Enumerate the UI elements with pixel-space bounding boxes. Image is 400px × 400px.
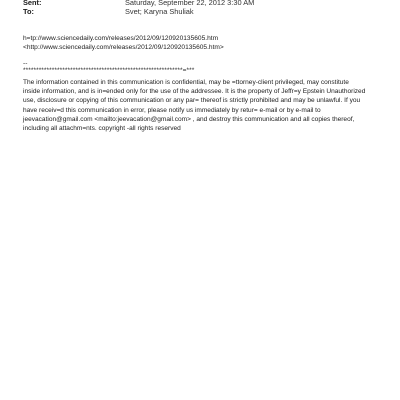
sent-label: Sent: <box>23 0 42 7</box>
to-label: To: <box>23 7 34 16</box>
ellipsis-separator: -- <box>23 60 28 67</box>
sent-value: Saturday, September 22, 2012 3:30 AM <box>125 0 255 7</box>
to-value: Svet; Karyna Shuliak <box>125 7 194 16</box>
disclaimer-line: have receiv=d this communication in error, please notify us immediately by retur= e-mail or by e-mail to <box>23 106 321 114</box>
disclaimer-line: jeevacation@gmail.com <mailto:jeevacation@gmail.com> , and destroy this communication and all copies thereof, <box>23 115 355 123</box>
disclaimer-line: The information contained in this communication is confidential, may be =ttorney-client privileged, may constitute <box>23 79 349 86</box>
disclaimer-paragraph <box>23 78 383 133</box>
disclaimer-line: inside information, and is in=ended only for the use of the addressee. It is the property of Jeffr=y Epstein Unauthorized <box>23 88 366 96</box>
link-line-1[interactable]: h=tp://www.sciencedaily.com/releases/2012/09/120920135605.htm <box>23 35 219 42</box>
disclaimer-line: use, disclosure or copying of this communication or any par= thereof is strictly prohibited and may be unlawful. If you <box>23 97 361 105</box>
disclaimer-line: including all attachm=nts. copyright -all rights reserved <box>23 125 181 133</box>
star-separator: *************************************************************=*** <box>23 67 195 74</box>
link-line-2[interactable]: <http://www.sciencedaily.com/releases/2012/09/120920135605.htm> <box>23 44 224 51</box>
link-block <box>23 34 224 52</box>
